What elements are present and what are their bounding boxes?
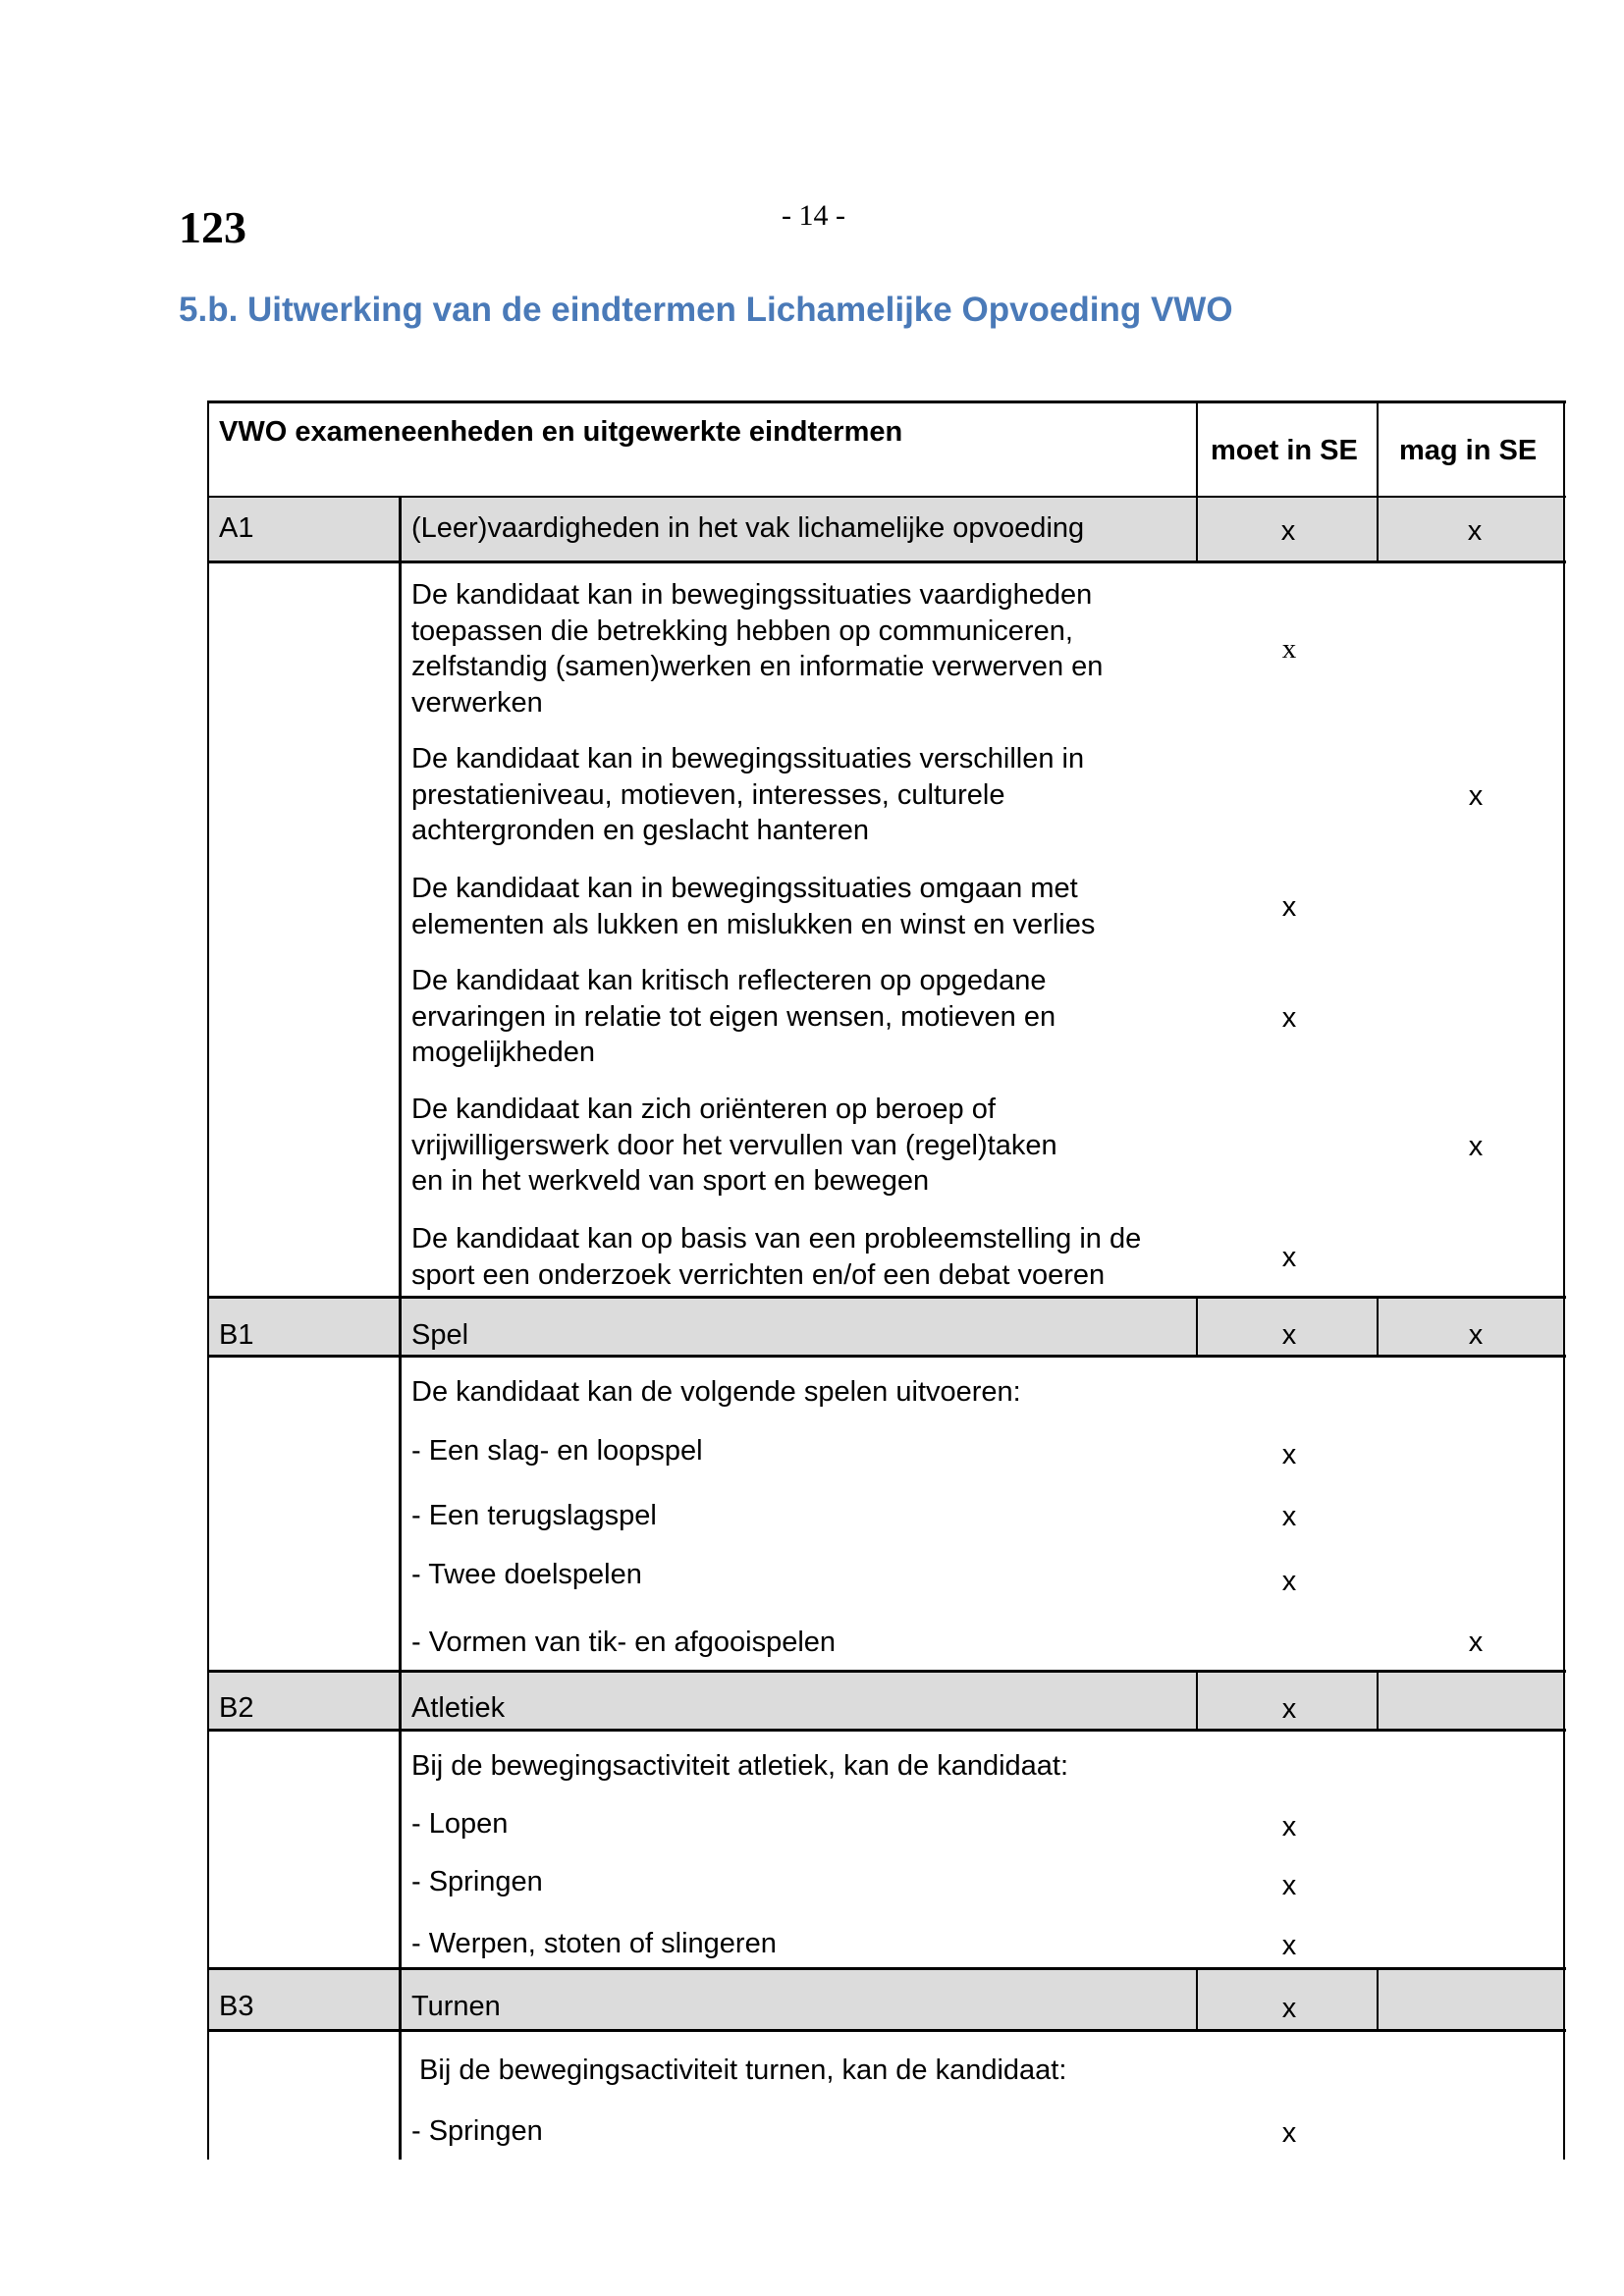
item-line: zelfstandig (samen)werken en informatie verwerven en xyxy=(411,651,1104,682)
divider xyxy=(1196,1296,1198,1355)
item-line: achtergronden en geslacht hanteren xyxy=(411,815,869,846)
table-border-left xyxy=(207,400,209,2160)
item-line: vrijwilligerswerk door het vervullen van (regel)taken xyxy=(411,1129,1057,1161)
eindterm-item xyxy=(411,1221,1141,1293)
item-moet-mark: x xyxy=(1281,1566,1297,1597)
item-line: De kandidaat kan in bewegingssituaties vaardigheden xyxy=(411,579,1093,611)
unit-intro: De kandidaat kan de volgende spelen uitvoeren: xyxy=(411,1376,1021,1408)
unit-mag-mark: x xyxy=(1468,1319,1484,1351)
unit-title: Turnen xyxy=(411,1991,501,2022)
list-item: - Een slag- en loopspel xyxy=(411,1435,703,1467)
unit-moet-mark: x xyxy=(1281,1319,1297,1351)
list-item: - Springen xyxy=(411,2115,543,2147)
page-number: - 14 - xyxy=(782,199,845,232)
list-item: - Vormen van tik- en afgooispelen xyxy=(411,1627,837,1658)
divider xyxy=(1377,1296,1379,1355)
unit-moet-mark: x xyxy=(1281,1993,1297,2024)
item-moet-mark: x xyxy=(1281,2117,1297,2149)
section-title: 5.b. Uitwerking van de eindtermen Lichamelijke Opvoeding VWO xyxy=(179,291,1233,329)
item-moet-mark: x xyxy=(1281,1811,1297,1842)
item-line: De kandidaat kan in bewegingssituaties verschillen in xyxy=(411,743,1085,774)
divider xyxy=(207,1296,1566,1299)
item-moet-mark: x xyxy=(1281,1930,1297,1961)
item-moet-mark: x xyxy=(1281,633,1297,665)
header-moet: moet in SE xyxy=(1211,435,1358,466)
item-line: sport een onderzoek verrichten en/of een debat voeren xyxy=(411,1258,1106,1291)
divider xyxy=(207,1967,1566,1970)
unit-code: B3 xyxy=(219,1991,254,2022)
item-moet-mark: x xyxy=(1281,1501,1297,1532)
eindterm-item xyxy=(411,741,1084,849)
item-line: toepassen die betrekking hebben op communiceren, xyxy=(411,614,1073,647)
eindterm-item xyxy=(411,963,1056,1071)
divider xyxy=(1196,1967,1198,2030)
divider xyxy=(207,561,1566,563)
divider xyxy=(1377,400,1379,561)
item-moet-mark: x xyxy=(1281,1439,1297,1470)
item-line: verwerken xyxy=(411,686,543,719)
unit-code: B2 xyxy=(219,1692,254,1724)
header-eindtermen: VWO exameneenheden en uitgewerkte eindtermen xyxy=(219,416,903,448)
item-mag-mark: x xyxy=(1468,780,1484,812)
unit-code: B1 xyxy=(219,1319,254,1351)
unit-moet-mark: x xyxy=(1280,515,1296,547)
divider xyxy=(1377,1670,1379,1729)
list-item: - Werpen, stoten of slingeren xyxy=(411,1928,777,1959)
item-line: ervaringen in relatie tot eigen wensen, motieven en xyxy=(411,1000,1056,1033)
item-moet-mark: x xyxy=(1281,1870,1297,1901)
document-number: 123 xyxy=(179,202,246,252)
unit-intro: Bij de bewegingsactiviteit atletiek, kan de kandidaat: xyxy=(411,1750,1069,1782)
unit-intro: Bij de bewegingsactiviteit turnen, kan de kandidaat: xyxy=(411,2055,1067,2086)
item-moet-mark: x xyxy=(1281,891,1297,923)
unit-title: Atletiek xyxy=(411,1692,506,1724)
divider xyxy=(207,2029,1566,2032)
list-item: - Springen xyxy=(411,1866,543,1897)
divider xyxy=(1196,400,1198,561)
divider xyxy=(399,496,402,2160)
item-line: De kandidaat kan op basis van een probleemstelling in de xyxy=(411,1223,1142,1255)
divider xyxy=(1196,1670,1198,1729)
divider xyxy=(1377,1967,1379,2030)
item-line: mogelijkheden xyxy=(411,1037,596,1068)
item-line: en in het werkveld van sport en bewegen xyxy=(411,1165,930,1197)
unit-title: Spel xyxy=(411,1319,469,1351)
item-line: elementen als lukken en mislukken en winst en verlies xyxy=(411,908,1096,940)
unit-title: (Leer)vaardigheden in het vak lichamelijke opvoeding xyxy=(411,512,1085,544)
item-moet-mark: x xyxy=(1281,1242,1297,1273)
list-item: - Twee doelspelen xyxy=(411,1559,642,1590)
item-line: De kandidaat kan kritisch reflecteren op opgedane xyxy=(411,965,1047,996)
item-line: prestatieniveau, motieven, interesses, culturele xyxy=(411,778,1005,811)
eindterm-item xyxy=(411,1092,1057,1200)
divider xyxy=(207,1729,1566,1732)
divider xyxy=(207,1670,1566,1673)
item-line: De kandidaat kan zich oriënteren op beroep of xyxy=(411,1094,996,1125)
divider xyxy=(207,1355,1566,1358)
list-item: - Een terugslagspel xyxy=(411,1500,657,1531)
eindterm-item xyxy=(411,577,1103,721)
item-line: De kandidaat kan in bewegingssituaties omgaan met xyxy=(411,873,1078,904)
header-mag: mag in SE xyxy=(1399,435,1538,466)
item-mag-mark: x xyxy=(1468,1131,1484,1162)
unit-moet-mark: x xyxy=(1281,1693,1297,1725)
item-moet-mark: x xyxy=(1281,1002,1297,1034)
unit-code: A1 xyxy=(219,512,254,544)
list-item: - Lopen xyxy=(411,1808,509,1840)
unit-mag-mark: x xyxy=(1467,515,1483,547)
divider xyxy=(207,496,1566,498)
table-border-top xyxy=(207,400,1566,403)
table-border-right xyxy=(1563,400,1565,2160)
eindterm-item xyxy=(411,871,1095,942)
item-mag-mark: x xyxy=(1468,1627,1484,1658)
